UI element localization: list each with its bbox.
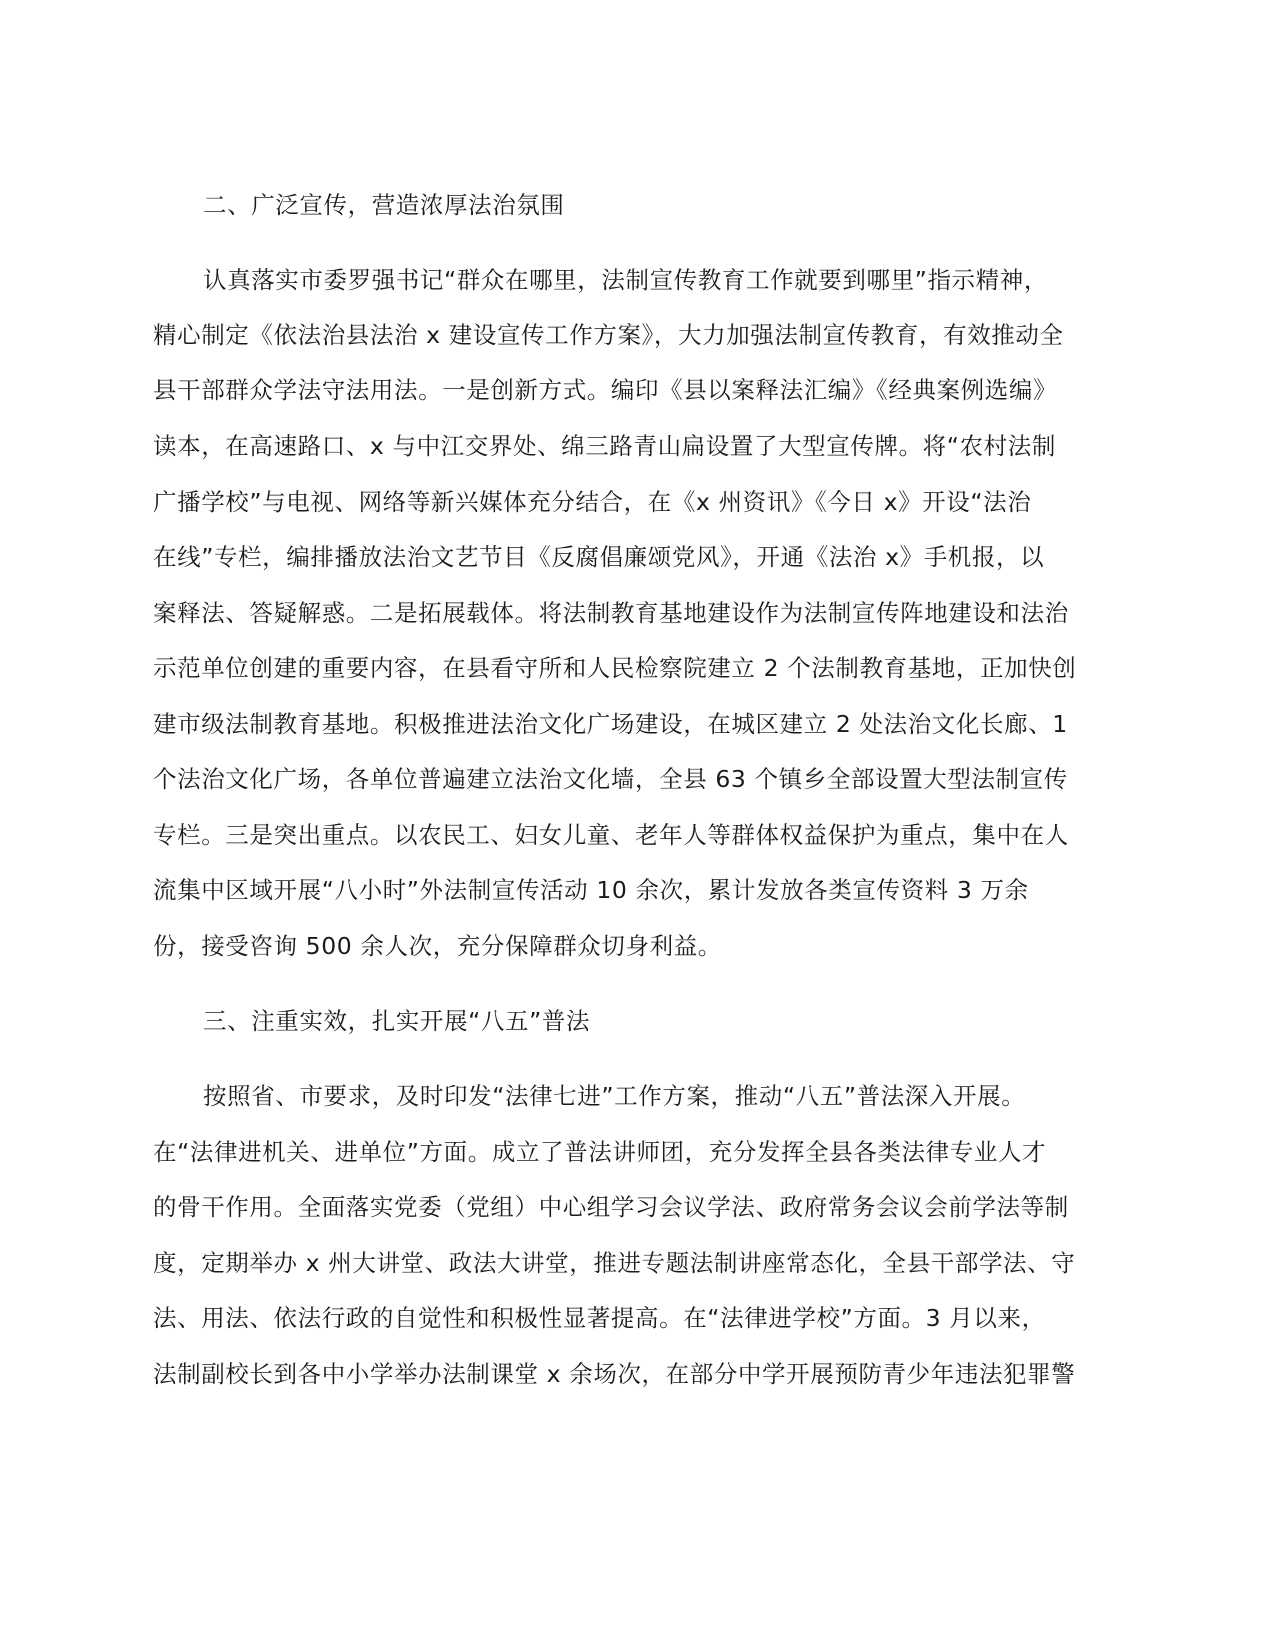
paragraph-line: 认真落实市委罗强书记“群众在哪里，法制宣传教育工作就要到哪里”指示精神，: [203, 266, 1048, 294]
paragraph-line: 法、用法、依法行政的自觉性和积极性显著提高。在“法律进学校”方面。3 月以来，: [153, 1304, 1046, 1332]
paragraph-line: 建市级法制教育基地。积极推进法治文化广场建设，在城区建立 2 处法治文化长廊、1: [153, 710, 1068, 738]
paragraph-line: 度，定期举办 x 州大讲堂、政法大讲堂，推进专题法制讲座常态化，全县干部学法、守: [153, 1249, 1076, 1277]
paragraph-line: 县干部群众学法守法用法。一是创新方式。编印《县以案释法汇编》《经典案例选编》: [153, 376, 1058, 404]
paragraph-line: 的骨干作用。全面落实党委（党组）中心组学习会议学法、政府常务会议会前学法等制: [153, 1193, 1069, 1221]
paragraph-line: 在线”专栏，编排播放法治文艺节目《反腐倡廉颂党风》，开通《法治 x》手机报，以: [153, 543, 1045, 571]
paragraph-line: 读本，在高速路口、x 与中江交界处、绵三路青山扁设置了大型宣传牌。将“农村法制: [153, 432, 1056, 460]
paragraph-line: 专栏。三是突出重点。以农民工、妇女儿童、老年人等群体权益保护为重点，集中在人: [153, 821, 1069, 849]
paragraph-line: 在“法律进机关、进单位”方面。成立了普法讲师团，充分发挥全县各类法律专业人才: [153, 1138, 1047, 1166]
paragraph-line: 份，接受咨询 500 余人次，充分保障群众切身利益。: [153, 932, 722, 960]
section-heading-2: 二、广泛宣传，营造浓厚法治氛围: [203, 191, 565, 219]
paragraph-line: 按照省、市要求，及时印发“法律七进”工作方案，推动“八五”普法深入开展。: [203, 1082, 1026, 1110]
section-heading-3: 三、注重实效，扎实开展“八五”普法: [203, 1007, 591, 1035]
paragraph-line: 示范单位创建的重要内容，在县看守所和人民检察院建立 2 个法制教育基地，正加快创: [153, 654, 1077, 682]
paragraph-line: 流集中区域开展“八小时”外法制宣传活动 10 余次，累计发放各类宣传资料 3 万余: [153, 876, 1029, 904]
paragraph-line: 个法治文化广场，各单位普遍建立法治文化墙，全县 63 个镇乡全部设置大型法制宣传: [153, 765, 1068, 793]
paragraph-line: 精心制定《依法治县法治 x 建设宣传工作方案》，大力加强法制宣传教育，有效推动全: [153, 321, 1064, 349]
paragraph-line: 法制副校长到各中小学举办法制课堂 x 余场次，在部分中学开展预防青少年违法犯罪警: [153, 1360, 1076, 1388]
paragraph-line: 案释法、答疑解惑。二是拓展载体。将法制教育基地建设作为法制宣传阵地建设和法治: [153, 599, 1069, 627]
paragraph-line: 广播学校”与电视、网络等新兴媒体充分结合，在《x 州资讯》《今日 x》开设“法治: [153, 488, 1032, 516]
